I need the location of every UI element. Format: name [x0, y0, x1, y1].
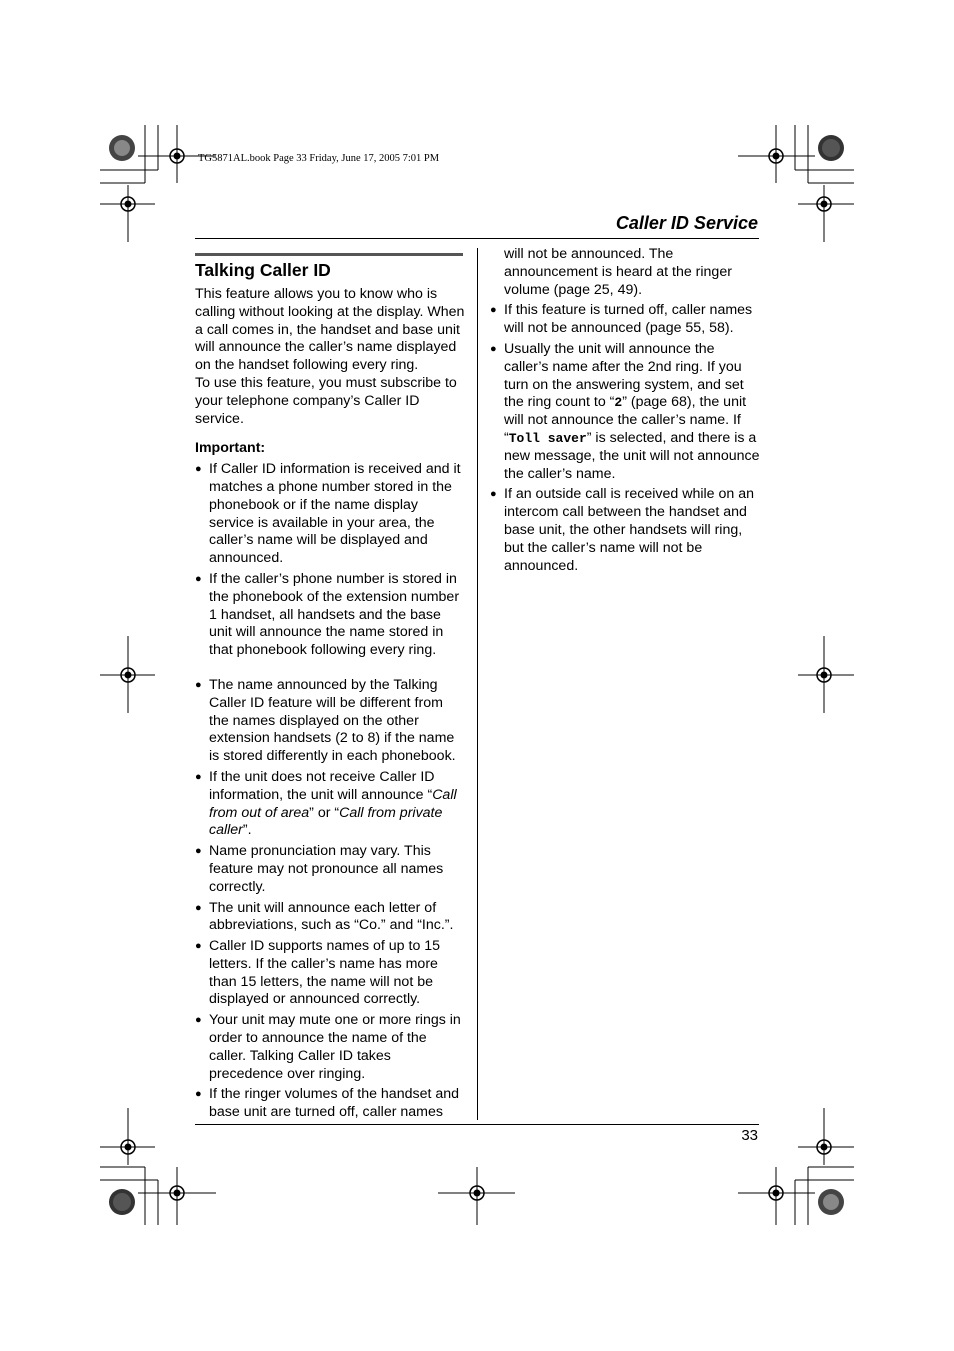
list-item: ● Your unit may mute one or more rings in order to announce the name of the caller. Talking Caller ID takes precedence over ringing. [195, 1012, 461, 1082]
bullet-icon: ● [195, 1088, 202, 1101]
header-rule [195, 238, 759, 239]
bullet-icon: ● [195, 770, 202, 783]
list-item: ● The unit will announce each letter of abbreviations, such as “Co.” and “Inc.”. [195, 899, 454, 934]
page-number: 33 [741, 1127, 758, 1144]
heading-bar [195, 253, 463, 256]
bullet-icon: ● [195, 940, 202, 953]
bullet-icon: ● [195, 572, 202, 585]
list-item: ● If an outside call is received while on an intercom call between the handset and base unit, the other handsets will ring, but the caller’s name will not be announced. [490, 486, 754, 574]
bullet-icon: ● [490, 342, 497, 355]
bullet-icon: ● [490, 488, 497, 501]
bullet-icon: ● [195, 1014, 202, 1027]
column-divider [477, 248, 478, 1120]
print-stamp: TG5871AL.book Page 33 Friday, June 17, 2005 7:01 PM [198, 153, 440, 164]
list-item: ● If this feature is turned off, caller names will not be announced (page 55, 58). [490, 302, 753, 337]
bullet-icon: ● [195, 901, 202, 914]
bullet-icon: ● [195, 845, 202, 858]
ring-count-key: 2 [614, 395, 623, 411]
continuation-text: will not be announced. The announcement is heard at the ringer volume (page 25, 49). [504, 246, 732, 298]
bullet-icon: ● [195, 678, 202, 691]
bullet-icon: ● [195, 463, 202, 476]
announcement-private-caller: Call from private caller [209, 804, 443, 839]
footer-rule [195, 1124, 759, 1125]
intro-paragraph-2: To use this feature, you must subscribe to your telephone company’s Caller ID service. [195, 374, 457, 427]
toll-saver-setting: Toll saver [508, 430, 587, 446]
important-list [195, 461, 465, 1122]
announcement-out-of-area: Call from out of area [209, 786, 457, 821]
list-item: ● Usually the unit will announce the caller’s name after the 2nd ring. If you turn on the answering system, and set the ring count to “2” (page 68), the unit will not announce the caller’s name. If “Toll saver” is selected, and there is a new message, the unit will not announce the caller’s name. [490, 340, 760, 482]
intro-paragraph-1: This feature allows you to know who is calling without looking at the display. When a call comes in, the handset and base unit will announce the caller’s name displayed on the handset following every ring. [195, 286, 465, 374]
list-item: ● If Caller ID information is received and it matches a phone number stored in the phonebook or if the name display service is available in your area, the caller’s name will be displayed and announced. [195, 461, 461, 567]
list-item: ● If the unit does not receive Caller ID information, the unit will announce “Call from out of area” or “Call from private caller”. [195, 768, 457, 839]
list-item: ● Caller ID supports names of up to 15 letters. If the caller’s name has more than 15 letters, the name will not be displayed or announced correctly. [195, 938, 441, 1008]
list-item: ● If the caller’s phone number is stored in the phonebook of the extension number 1 handset, all handsets and the base unit will announce the name stored in that phonebook following every ring. [195, 570, 460, 659]
bullet-icon: ● [490, 304, 497, 317]
section-title: Caller ID Service [615, 213, 758, 233]
left-column [195, 258, 465, 1125]
heading-talking-caller-id: Talking Caller ID [195, 260, 331, 280]
right-column [490, 246, 760, 578]
important-label: Important: [195, 440, 266, 457]
right-list [490, 302, 760, 575]
list-item: ● If the ringer volumes of the handset and base unit are turned off, caller names [195, 1086, 460, 1121]
list-item: ● Name pronunciation may vary. This feature may not pronounce all names correctly. [195, 843, 444, 895]
list-item: ● The name announced by the Talking Caller ID feature will be different from the names displayed on the other extension handsets (2 to 8) if the name is stored differently in each phonebook. [195, 676, 456, 765]
